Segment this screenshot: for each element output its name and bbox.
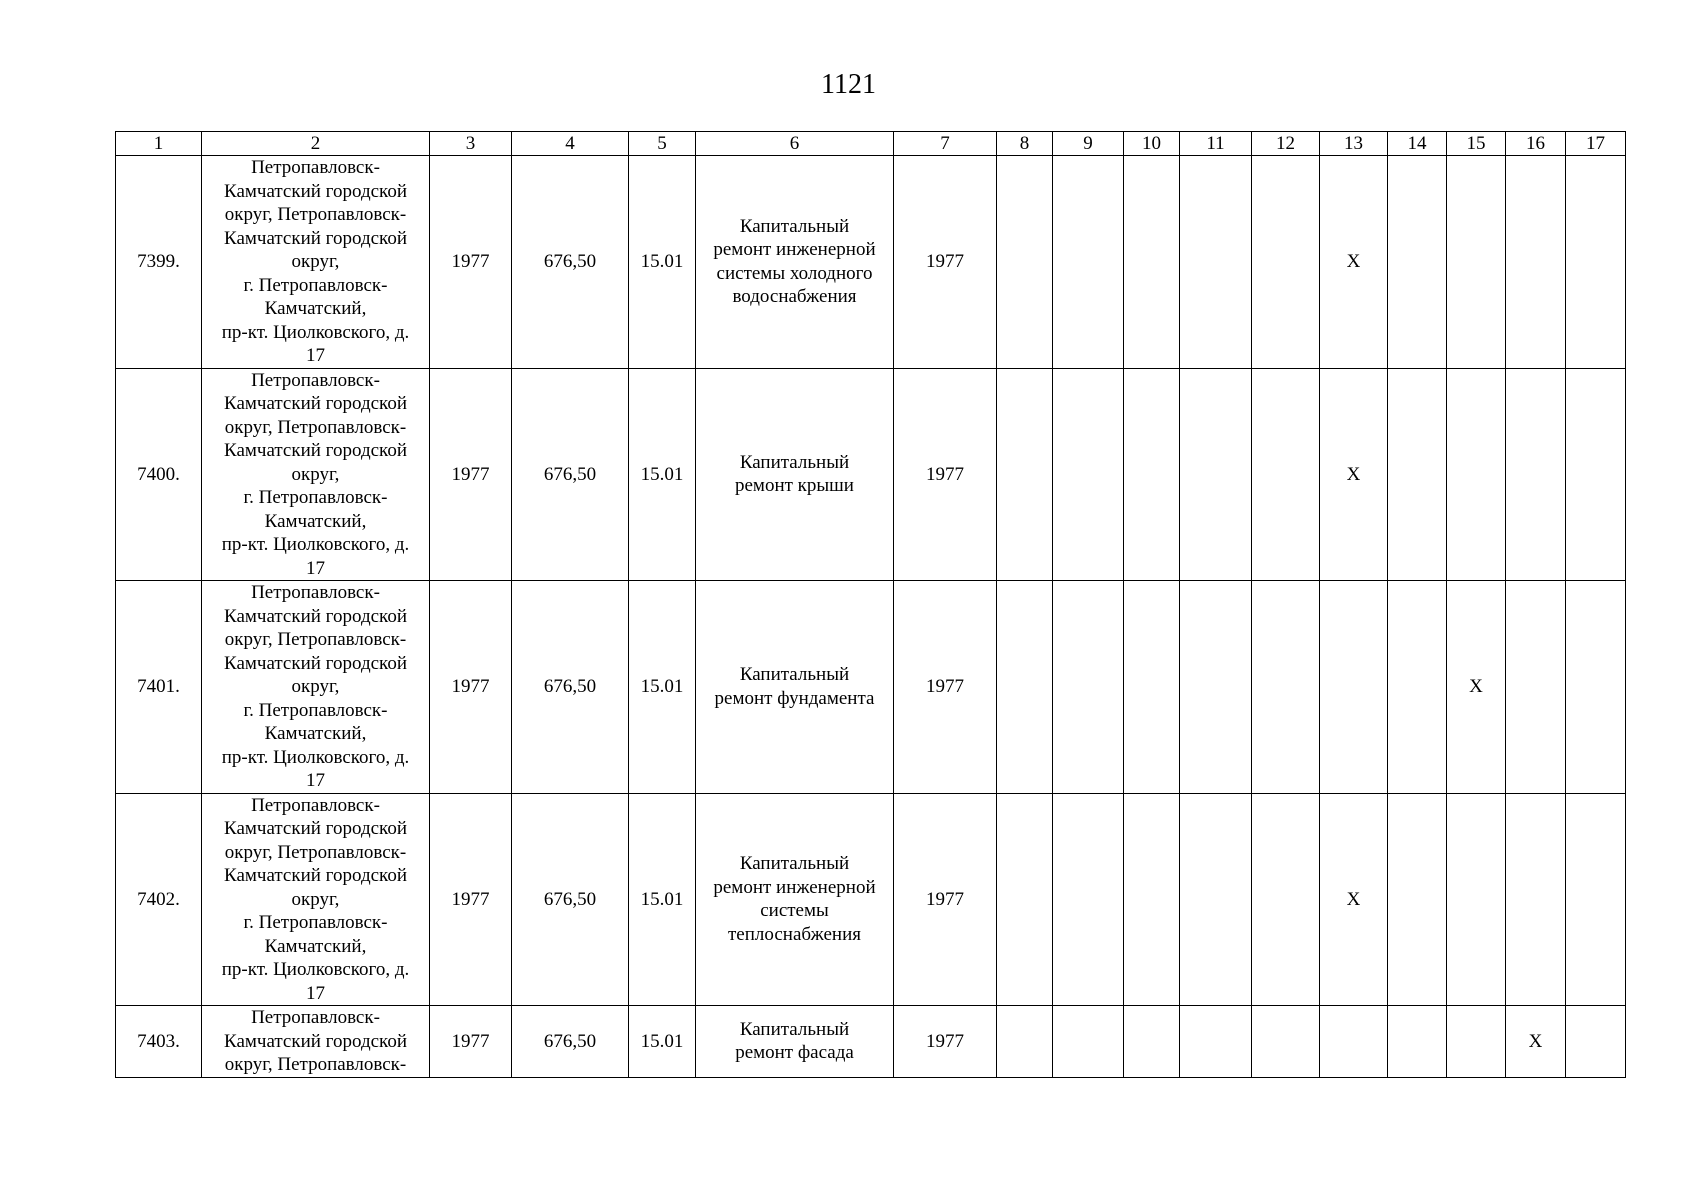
year-cell: 1977 [894, 368, 997, 581]
empty-cell [1124, 1006, 1180, 1078]
work-type-line: ремонт крыши [735, 475, 854, 497]
area-cell: 676,50 [512, 156, 629, 369]
year-cell: 1977 [894, 1006, 997, 1078]
address-line: г. Петропавловск- [243, 912, 388, 933]
column-header: 2 [202, 132, 430, 156]
address-line: Камчатский городской [224, 440, 407, 461]
empty-cell [1506, 368, 1566, 581]
address-line: пр-кт. Циолковского, д. [221, 534, 410, 555]
row-number-cell: 7399. [116, 156, 202, 369]
row-number-cell: 7400. [116, 368, 202, 581]
empty-cell [1506, 793, 1566, 1006]
address-cell [202, 1006, 430, 1078]
empty-cell [1180, 1006, 1252, 1078]
empty-cell [1252, 793, 1320, 1006]
address-line: Камчатский городской [224, 818, 407, 839]
address-line: Петропавловск- [251, 582, 380, 603]
address-line: Камчатский, [264, 510, 367, 532]
year-built-cell: 1977 [430, 156, 512, 369]
mark-cell: X [1320, 156, 1388, 369]
empty-cell [997, 793, 1053, 1006]
empty-cell [1566, 368, 1626, 581]
work-type-line: системы холодного [716, 262, 873, 284]
address-line: Камчатский городской [224, 1030, 407, 1052]
year-built-cell: 1977 [430, 1006, 512, 1078]
column-header: 5 [629, 132, 696, 156]
empty-cell [1447, 368, 1506, 581]
empty-cell [1180, 156, 1252, 369]
page-number: 1121 [821, 69, 876, 100]
empty-cell [1252, 581, 1320, 794]
mark-cell: X [1506, 1006, 1566, 1078]
table-body [116, 156, 1626, 1078]
code-cell: 15.01 [629, 793, 696, 1006]
empty-cell [1180, 793, 1252, 1006]
empty-cell [1447, 1006, 1506, 1078]
address-line: округ, [291, 676, 340, 697]
address-line: округ, Петропавловск- [224, 1054, 407, 1075]
address-line: пр-кт. Циолковского, д. [221, 746, 410, 768]
column-header: 13 [1320, 132, 1388, 156]
address-cell [202, 156, 430, 369]
empty-cell [1447, 156, 1506, 369]
empty-cell [997, 581, 1053, 794]
empty-cell [1252, 1006, 1320, 1078]
address-line: Петропавловск- [251, 794, 380, 816]
empty-cell [1252, 368, 1320, 581]
work-type-cell [696, 156, 894, 369]
empty-cell [1388, 156, 1447, 369]
address-line: округ, Петропавловск- [224, 416, 407, 438]
work-type-line: Капитальный [739, 853, 850, 875]
empty-cell [1388, 581, 1447, 794]
address-line: 17 [306, 770, 325, 791]
address-line: Камчатский, [264, 723, 367, 744]
table-row [116, 368, 1626, 581]
empty-cell [1252, 156, 1320, 369]
address-line: пр-кт. Циолковского, д. [221, 321, 410, 343]
empty-cell [1053, 581, 1124, 794]
address-line: округ, Петропавловск- [224, 204, 407, 225]
year-built-cell: 1977 [430, 581, 512, 794]
address-line: Камчатский городской [224, 180, 407, 202]
code-cell: 15.01 [629, 368, 696, 581]
empty-cell [1506, 581, 1566, 794]
code-cell: 15.01 [629, 156, 696, 369]
address-line: г. Петропавловск- [243, 274, 388, 296]
address-line: пр-кт. Циолковского, д. [221, 959, 410, 980]
empty-cell [1566, 793, 1626, 1006]
column-header: 17 [1566, 132, 1626, 156]
empty-cell [1053, 156, 1124, 369]
empty-cell [1124, 581, 1180, 794]
table-row [116, 793, 1626, 1006]
area-cell: 676,50 [512, 581, 629, 794]
table-row [116, 156, 1626, 369]
address-line: округ, [291, 463, 340, 485]
empty-cell [1566, 581, 1626, 794]
empty-cell [1053, 368, 1124, 581]
column-header: 14 [1388, 132, 1447, 156]
address-line: округ, Петропавловск- [224, 629, 407, 650]
mark-cell: X [1320, 368, 1388, 581]
year-built-cell: 1977 [430, 368, 512, 581]
address-line: округ, [291, 888, 340, 910]
row-number-cell: 7401. [116, 581, 202, 794]
address-line: Петропавловск- [251, 1007, 380, 1028]
empty-cell [997, 1006, 1053, 1078]
work-type-line: теплоснабжения [728, 923, 861, 945]
address-cell [202, 581, 430, 794]
header-row [116, 132, 1626, 156]
column-header: 15 [1447, 132, 1506, 156]
empty-cell [997, 368, 1053, 581]
column-header: 3 [430, 132, 512, 156]
address-line: Камчатский городской [224, 605, 407, 627]
column-header: 1 [116, 132, 202, 156]
work-type-line: ремонт инженерной [713, 876, 876, 898]
empty-cell [1180, 368, 1252, 581]
work-type-line: Капитальный [739, 664, 850, 686]
work-type-line: ремонт фундамента [714, 687, 875, 709]
address-line: Камчатский, [264, 935, 367, 957]
work-type-cell [696, 368, 894, 581]
address-line: Камчатский городской [224, 652, 407, 674]
column-header: 4 [512, 132, 629, 156]
column-header: 16 [1506, 132, 1566, 156]
year-cell: 1977 [894, 156, 997, 369]
empty-cell [1053, 793, 1124, 1006]
empty-cell [1180, 581, 1252, 794]
address-line: 17 [306, 557, 325, 579]
empty-cell [1053, 1006, 1124, 1078]
year-cell: 1977 [894, 581, 997, 794]
column-header: 8 [997, 132, 1053, 156]
address-line: Камчатский, [264, 298, 367, 319]
row-number-cell: 7402. [116, 793, 202, 1006]
address-line: Петропавловск- [251, 369, 380, 391]
capital-repair-table [115, 131, 1626, 1078]
work-type-cell [696, 1006, 894, 1078]
address-cell [202, 793, 430, 1006]
empty-cell [1566, 156, 1626, 369]
work-type-line: ремонт инженерной [713, 239, 876, 261]
work-type-cell [696, 793, 894, 1006]
address-line: Камчатский городской [224, 865, 407, 886]
address-line: Петропавловск- [251, 157, 380, 178]
empty-cell [1566, 1006, 1626, 1078]
work-type-line: системы [760, 900, 829, 922]
empty-cell [1447, 793, 1506, 1006]
empty-cell [1388, 368, 1447, 581]
address-line: г. Петропавловск- [243, 487, 388, 508]
row-number-cell: 7403. [116, 1006, 202, 1078]
work-type-cell [696, 581, 894, 794]
address-line: г. Петропавловск- [243, 699, 388, 721]
table-row [116, 1006, 1626, 1078]
work-type-line: Капитальный [739, 1018, 850, 1040]
work-type-line: ремонт фасада [735, 1042, 854, 1064]
year-built-cell: 1977 [430, 793, 512, 1006]
column-header: 9 [1053, 132, 1124, 156]
area-cell: 676,50 [512, 793, 629, 1006]
work-type-line: Капитальный [739, 451, 850, 473]
column-header: 11 [1180, 132, 1252, 156]
address-line: Камчатский городской [224, 393, 407, 414]
empty-cell [1320, 581, 1388, 794]
empty-cell [1506, 156, 1566, 369]
table-row [116, 581, 1626, 794]
code-cell: 15.01 [629, 581, 696, 794]
empty-cell [1388, 1006, 1447, 1078]
column-header: 7 [894, 132, 997, 156]
address-line: округ, [291, 251, 340, 272]
work-type-line: водоснабжения [732, 286, 857, 308]
address-line: 17 [306, 345, 325, 366]
address-line: округ, Петропавловск- [224, 841, 407, 863]
area-cell: 676,50 [512, 1006, 629, 1078]
empty-cell [1124, 368, 1180, 581]
code-cell: 15.01 [629, 1006, 696, 1078]
work-type-line: Капитальный [739, 215, 850, 237]
column-header: 12 [1252, 132, 1320, 156]
address-line: Камчатский городской [224, 227, 407, 249]
empty-cell [997, 156, 1053, 369]
mark-cell: X [1447, 581, 1506, 794]
empty-cell [1388, 793, 1447, 1006]
empty-cell [1124, 793, 1180, 1006]
column-header: 6 [696, 132, 894, 156]
empty-cell [1320, 1006, 1388, 1078]
address-cell [202, 368, 430, 581]
year-cell: 1977 [894, 793, 997, 1006]
area-cell: 676,50 [512, 368, 629, 581]
mark-cell: X [1320, 793, 1388, 1006]
empty-cell [1124, 156, 1180, 369]
address-line: 17 [306, 982, 325, 1004]
column-header: 10 [1124, 132, 1180, 156]
